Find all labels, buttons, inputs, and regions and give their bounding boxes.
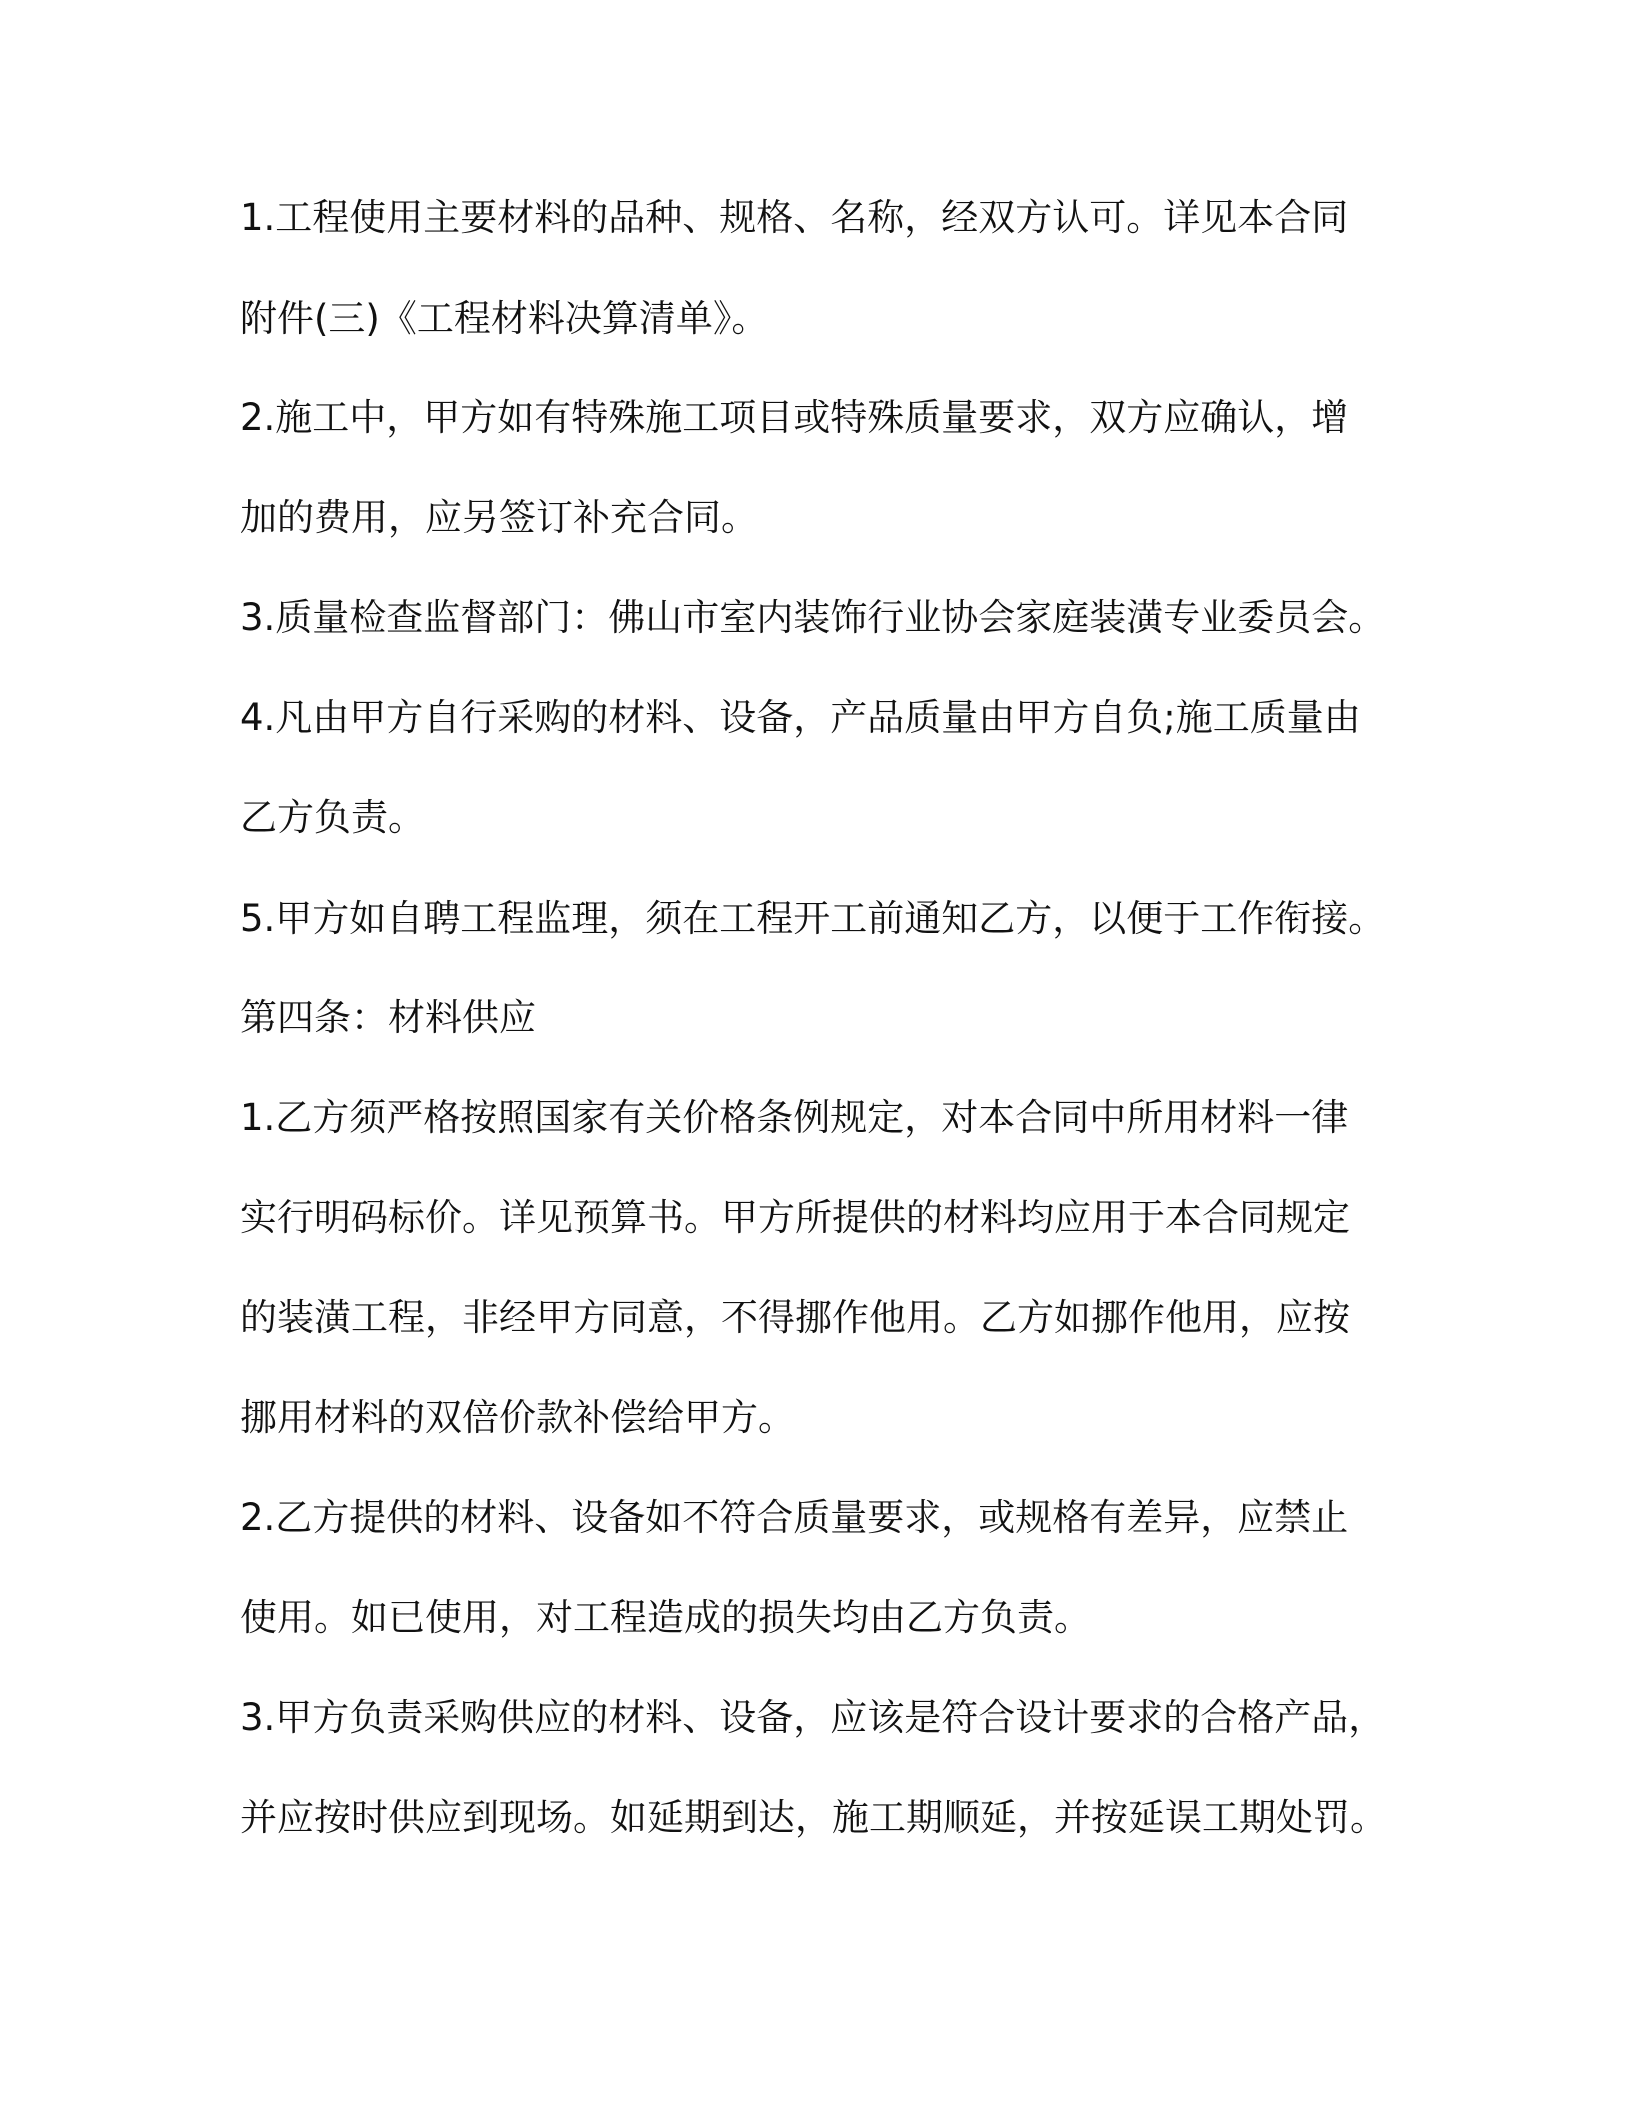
text-line: 4.凡由甲方自行采购的材料、设备，产品质量由甲方自负;施工质量由	[240, 696, 1361, 739]
text-line: 使用。如已使用，对工程造成的损失均由乙方负责。	[240, 1596, 1091, 1639]
text-line: 的装潢工程，非经甲方同意，不得挪作他用。乙方如挪作他用，应按	[240, 1296, 1350, 1339]
section-heading: 第四条：材料供应	[240, 996, 536, 1039]
text-line: 2.乙方提供的材料、设备如不符合质量要求，或规格有差异，应禁止	[240, 1496, 1349, 1539]
text-line: 3.质量检查监督部门：佛山市室内装饰行业协会家庭装潢专业委员会。	[240, 596, 1386, 639]
text-line: 1.工程使用主要材料的品种、规格、名称，经双方认可。详见本合同	[240, 196, 1349, 239]
text-line: 挪用材料的双倍价款补偿给甲方。	[240, 1396, 795, 1439]
text-line: 并应按时供应到现场。如延期到达，施工期顺延，并按延误工期处罚。	[240, 1796, 1387, 1839]
text-line: 加的费用，应另签订补充合同。	[240, 496, 758, 539]
text-line: 3.甲方负责采购供应的材料、设备，应该是符合设计要求的合格产品，	[240, 1696, 1386, 1739]
text-line: 附件(三)《工程材料决算清单》。	[240, 297, 769, 340]
text-line: 实行明码标价。详见预算书。甲方所提供的材料均应用于本合同规定	[240, 1196, 1350, 1239]
text-line: 1.乙方须严格按照国家有关价格条例规定，对本合同中所用材料一律	[240, 1096, 1349, 1139]
text-line: 乙方负责。	[240, 796, 425, 839]
text-line: 5.甲方如自聘工程监理，须在工程开工前通知乙方，以便于工作衔接。	[240, 897, 1386, 940]
text-line: 2.施工中，甲方如有特殊施工项目或特殊质量要求，双方应确认，增	[240, 396, 1349, 439]
